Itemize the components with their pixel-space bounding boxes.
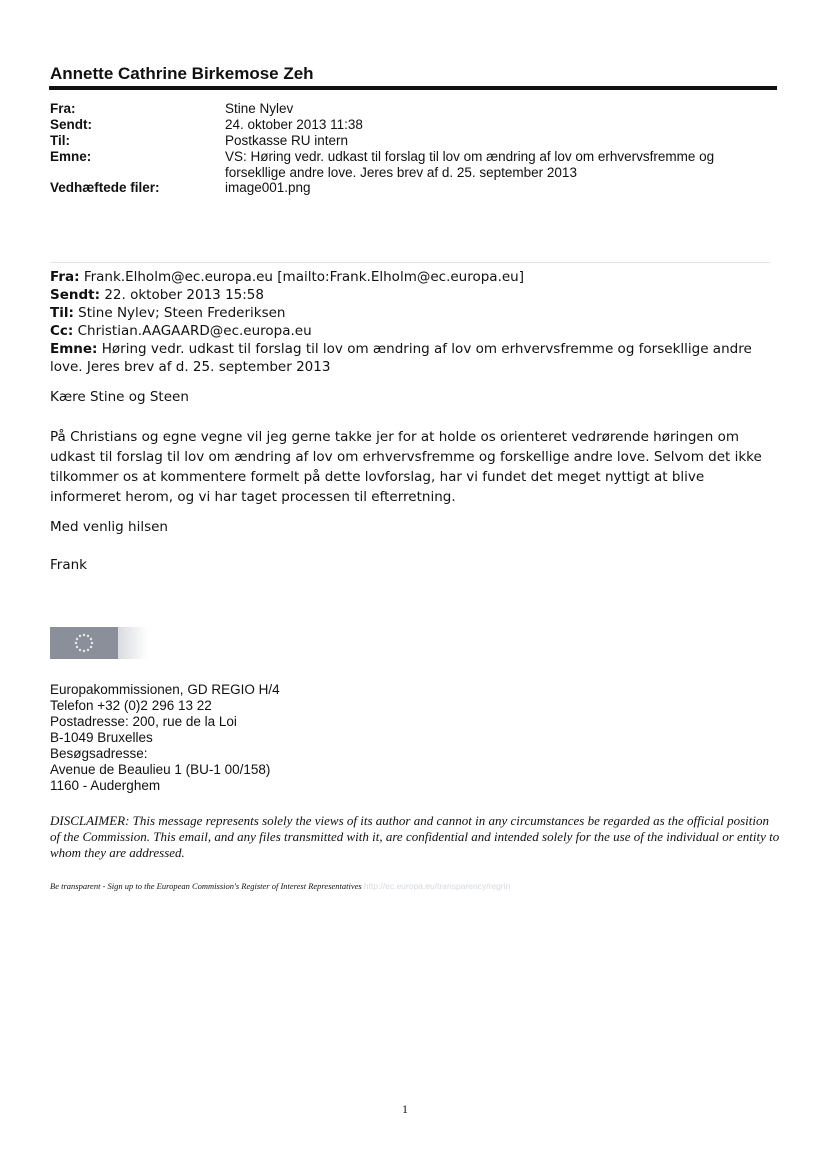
fwd-value: Høring vedr. udkast til forslag til lov om ændring af lov om erhvervsfremme og forsekllige andre love. Jeres brev af d. 25. september 2013 [50, 341, 752, 375]
fwd-value: Stine Nylev; Steen Frederiksen [78, 305, 286, 321]
transparency-link[interactable]: http://ec.europa.eu/transparency/regrin [363, 881, 511, 891]
address-line: Besøgsadresse: [50, 746, 148, 761]
address-line: Postadresse: 200, rue de la Loi [50, 714, 237, 729]
fwd-row-subject [50, 340, 770, 376]
header-label: Sendt: [50, 117, 92, 132]
transparency-note [50, 881, 610, 891]
header-label: Vedhæftede filer: [50, 180, 160, 195]
address-line: Avenue de Beaulieu 1 (BU-1 00/158) [50, 762, 271, 777]
header-label: Emne: [50, 149, 92, 164]
transparency-text: Be transparent - Sign up to the European Commission's Register of Interest Representatives [50, 881, 362, 891]
address-line: Europakommissionen, GD REGIO H/4 [50, 682, 280, 697]
fwd-label: Sendt: [50, 287, 101, 303]
body-paragraph: På Christians og egne vegne vil jeg gerne takke jer for at holde os orienteret vedrørende høringen om udkast til forslag til lov om ændring af lov om erhvervsfremme og forskellige andre love. Selvom det ikke tilkommer os at kommentere formelt på dette lovforslag, har vi fundet det meget nyttigt at blive informeret herom, og vi har taget processen til efterretning. [50, 429, 762, 505]
header-rule [49, 86, 777, 90]
closing: Med venlig hilsen [50, 519, 168, 535]
fwd-value[interactable]: Christian.AAGAARD@ec.europa.eu [77, 323, 312, 339]
attachment-filename[interactable]: image001.png [225, 180, 311, 195]
fwd-row-to [50, 304, 770, 322]
fwd-row-cc [50, 322, 770, 340]
header-label: Til: [50, 133, 70, 148]
fwd-label: Emne: [50, 341, 98, 357]
fwd-row-from [50, 268, 770, 286]
fwd-label: Til: [50, 305, 74, 321]
header-value: 24. oktober 2013 11:38 [225, 117, 363, 132]
address-line: 1160 - Auderghem [50, 778, 161, 793]
header-value: VS: Høring vedr. udkast til forslag til lov om ændring af lov om erhvervsfremme og forsekllige andre love. Jeres brev af d. 25. september 2013 [225, 149, 715, 180]
greeting: Kære Stine og Steen [50, 389, 189, 405]
eu-flag-icon [50, 627, 118, 659]
forward-separator [50, 262, 770, 263]
fwd-label: Cc: [50, 323, 74, 339]
page-number: 1 [402, 1102, 408, 1116]
disclaimer: DISCLAIMER: This message represents solely the views of its author and cannot in any circumstances be regarded as the official position of the Commission. This email, and any files transmitted with it, are confidential and intended solely for the use of the individual or entity to whom they are addressed. [50, 813, 780, 860]
address-line: Telefon +32 (0)2 296 13 22 [50, 698, 212, 713]
eu-flag-logo [50, 627, 148, 659]
address-line: B-1049 Bruxelles [50, 730, 153, 745]
header-value: Stine Nylev [225, 101, 294, 116]
signature-name: Frank [50, 557, 87, 573]
fwd-label: Fra: [50, 269, 80, 285]
header-value: Postkasse RU intern [225, 133, 349, 148]
fwd-value: 22. oktober 2013 15:58 [104, 287, 264, 303]
fwd-row-sent [50, 286, 770, 304]
fwd-value[interactable]: Frank.Elholm@ec.europa.eu [mailto:Frank.Elholm@ec.europa.eu] [83, 269, 524, 285]
document-owner-name: Annette Cathrine Birkemose Zeh [50, 64, 314, 83]
header-label: Fra: [50, 101, 76, 116]
logo-fade [118, 627, 148, 659]
